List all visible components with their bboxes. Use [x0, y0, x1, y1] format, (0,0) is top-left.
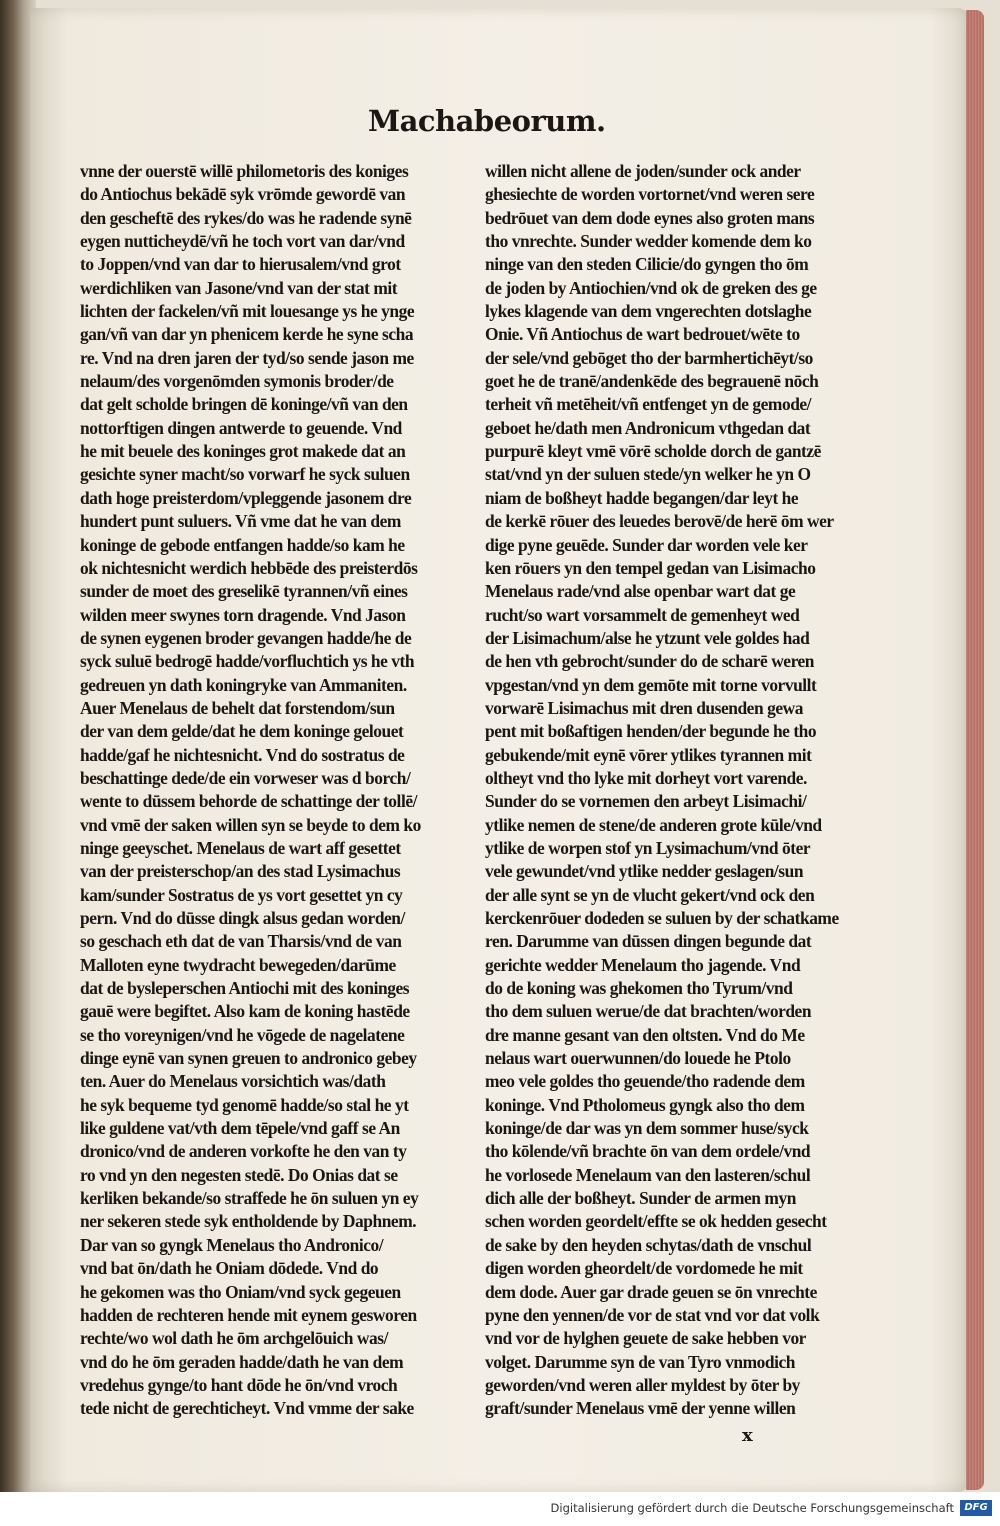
text-line: vnd vmē der saken willen syn se beyde to dem ko: [80, 814, 421, 835]
text-line: schen worden geordelt/effte se ok hedden gesecht: [485, 1211, 827, 1232]
text-line: ten. Auer do Menelaus vorsichtich was/dath: [80, 1071, 386, 1092]
text-line: syck suluē bedrogē hadde/vorfluchtich ys he vth: [80, 651, 415, 672]
text-line: geboet he/dath men Andronicum vthgedan dat: [485, 417, 811, 438]
text-line: niam de boßheyt hadde begangen/dar leyt he: [485, 487, 799, 508]
text-line: ytlike nemen de stene/de anderen grote kūle/vnd: [485, 814, 822, 835]
text-line: de joden by Antiochien/vnd ok de greken des ge: [485, 277, 817, 298]
text-line: gedreuen yn dath koningryke van Ammaniten.: [80, 674, 407, 695]
text-line: vredehus gynge/to hant dōde he ōn/vnd vroch: [80, 1374, 398, 1395]
text-line: de sake by den heyden schytas/dath de vnschul: [485, 1234, 812, 1255]
text-line: dich alle der boßheyt. Sunder de armen myn: [485, 1188, 796, 1209]
text-line: Onie. Vñ Antiochus de wart bedrouet/wēte to: [485, 324, 800, 345]
text-line: vnd do he ōm geraden hadde/dath he van dem: [80, 1351, 404, 1372]
text-line: den gescheftē des rykes/do was he radende synē: [80, 207, 412, 228]
text-line: koninge/de dar was yn dem sommer huse/syck: [485, 1118, 809, 1139]
signature-mark: x: [742, 1424, 753, 1446]
text-line: vnne der ouerstē willē philometoris des koniges: [80, 161, 409, 181]
text-line: vele gewundet/vnd ytlike nedder geslagen/sun: [485, 861, 804, 882]
text-line: hadde/gaf he nichtesnicht. Vnd do sostratus de: [80, 744, 405, 765]
text-line: to Joppen/vnd van dar to hierusalem/vnd grot: [80, 254, 401, 275]
text-line: willen nicht allene de joden/sunder ock ander: [485, 161, 801, 181]
left-text-column: [80, 160, 475, 1421]
text-line: hundert punt suluers. Vñ vme dat he van dem: [80, 511, 401, 532]
text-line: oltheyt vnd tho lyke mit dorheyt vort varende.: [485, 767, 807, 788]
text-line: lykes klagende van dem vngerechten dotslaghe: [485, 301, 812, 322]
text-line: ner sekeren stede syk entholdende by Daphnem.: [80, 1211, 417, 1232]
text-line: meo vele goldes tho geuende/tho radende dem: [485, 1071, 805, 1092]
text-line: dem dode. Auer gar drade geuen se ōn vnrechte: [485, 1281, 817, 1302]
text-line: rechte/wo wol dath he ōm archgelōuich was/: [80, 1328, 388, 1349]
text-line: dat gelt scholde bringen dē koninge/vñ van den: [80, 394, 408, 415]
text-line: van der preisterschop/an des stad Lysimachus: [80, 861, 401, 882]
text-line: dath hoge preisterdom/vpleggende jasonem dre: [80, 487, 412, 508]
text-line: hadden de rechteren hende mit eynem gesworen: [80, 1304, 417, 1325]
text-line: de kerkē rōuer des leuedes berovē/de herē ōm wer: [485, 511, 834, 532]
text-line: ren. Darumme van dūssen dingen begunde dat: [485, 931, 812, 952]
text-line: vpgestan/vnd yn dem gemōte mit torne vorvullt: [485, 674, 817, 695]
text-line: gerichte wedder Menelaum tho jagende. Vnd: [485, 954, 801, 975]
text-line: volget. Darumme syn de van Tyro vnmodich: [485, 1351, 796, 1372]
text-line: do de koning was ghekomen tho Tyrum/vnd: [485, 978, 793, 999]
text-line: koninge. Vnd Ptholomeus gyngk also tho dem: [485, 1094, 805, 1115]
text-line: dat de bysleperschen Antiochi mit des koninges: [80, 978, 410, 999]
text-line: eygen nutticheydē/vñ he toch vort van dar/vnd: [80, 231, 405, 252]
text-line: do Antiochus bekādē syk vrōmde gewordē van: [80, 184, 406, 205]
text-line: ok nichtesnicht werdich hebbēde des preisterdōs: [80, 557, 418, 578]
text-line: ninge geeyschet. Menelaus de wart aff gesettet: [80, 837, 401, 858]
text-line: vnd bat ōn/dath he Oniam dōdede. Vnd do: [80, 1258, 379, 1279]
right-text-column: [485, 160, 861, 1421]
text-line: kerckenrōuer dodeden se suluen by der schatkame: [485, 908, 839, 928]
text-line: he mit beuele des koninges grot makede dat an: [80, 441, 406, 462]
text-line: se tho voreynigen/vnd he vōgede de nagelatene: [80, 1024, 405, 1045]
text-line: he gekomen was tho Oniam/vnd syck gegeuen: [80, 1281, 401, 1302]
text-line: beschattinge dede/de ein vorweser was d borch/: [80, 767, 411, 788]
text-line: Dar van so gyngk Menelaus tho Andronico/: [80, 1234, 384, 1255]
text-line: tho dem suluen werue/de dat brachten/worden: [485, 1001, 812, 1022]
text-line: ninge van den steden Cilicie/do gyngen tho ōm: [485, 254, 809, 275]
text-line: purpurē kleyt vmē vōrē scholde dorch de gantzē: [485, 441, 821, 462]
text-line: he syk bequeme tyd genomē hadde/so stal he yt: [80, 1094, 409, 1115]
text-line: gebukende/mit eynē vōrer ytlikes tyrannen mit: [485, 744, 812, 765]
text-line: dronico/vnd de anderen vorkofte he den van ty: [80, 1141, 407, 1162]
text-line: gauē were begiftet. Also kam de koning hastēde: [80, 1001, 410, 1022]
text-line: pern. Vnd do dūsse dingk alsus gedan worden/: [80, 908, 405, 928]
text-line: digen worden gheordelt/de vordomede he mit: [485, 1258, 803, 1279]
text-line: goet he de tranē/andenkēde des begrauenē nōch: [485, 371, 819, 392]
text-line: like guldene vat/vth dem tēpele/vnd gaff se An: [80, 1118, 400, 1139]
text-line: ytlike de worpen stof yn Lysimachum/vnd ōter: [485, 837, 811, 858]
text-line: re. Vnd na dren jaren der tyd/so sende jason me: [80, 347, 414, 368]
text-line: terheit vñ metēheit/vñ entfenget yn de gemode/: [485, 394, 812, 415]
text-line: kerliken bekande/so straffede he ōn suluen yn ey: [80, 1188, 419, 1209]
text-line: der alle synt se yn de vlucht gekert/vnd ock den: [485, 884, 815, 905]
text-line: so geschach eth dat de van Tharsis/vnd de van: [80, 931, 402, 952]
text-line: stat/vnd yn der suluen stede/yn welker he yn O: [485, 464, 811, 485]
text-line: pyne den yennen/de vor de stat vnd vor dat volk: [485, 1304, 820, 1325]
text-line: ken rōuers yn den tempel gedan van Lisimacho: [485, 557, 816, 578]
text-line: lichten der fackelen/vñ mit louesange ys he ynge: [80, 301, 415, 322]
text-line: dige pyne geuēde. Sunder dar worden vele ker: [485, 534, 808, 555]
text-line: wilden meer swynes torn dragende. Vnd Jason: [80, 604, 406, 625]
text-line: gan/vñ van dar yn phenicem kerde he syne scha: [80, 324, 414, 345]
text-line: tede nicht de gerechticheyt. Vnd vmme der sake: [80, 1398, 414, 1419]
text-line: nelaus wart ouerwunnen/do louede he Ptolo: [485, 1048, 791, 1069]
text-line: geworden/vnd weren aller myldest by ōter by: [485, 1374, 800, 1395]
page-fore-edge: [966, 10, 984, 1490]
text-line: gesichte syner macht/so vorwarf he syck suluen: [80, 464, 410, 485]
text-line: der sele/vnd gebōget tho der barmhertichēyt/so: [485, 347, 813, 368]
text-line: Auer Menelaus de behelt dat forstendom/sun: [80, 697, 395, 718]
text-line: der Lisimachum/alse he ytzunt vele goldes had: [485, 627, 810, 648]
text-line: tho kōlende/vñ brachte ōn van dem ordele/vnd: [485, 1141, 811, 1162]
text-line: nottorftigen dingen antwerde to geuende. Vnd: [80, 417, 402, 438]
text-line: de hen vth gebrocht/sunder do de scharē weren: [485, 651, 815, 672]
text-line: Malloten eyne twydracht bewegeden/darūme: [80, 954, 396, 975]
text-line: de synen eygenen broder gevangen hadde/he de: [80, 627, 412, 648]
dfg-logo-icon: DFG: [960, 1500, 992, 1516]
text-line: koninge de gebode entfangen hadde/so kam he: [80, 534, 405, 555]
text-line: dinge eynē van synen greuen to andronico gebey: [80, 1048, 417, 1069]
text-line: ro vnd yn den negesten stedē. Do Onias dat se: [80, 1164, 398, 1185]
footer-bar: [0, 1492, 1000, 1526]
text-line: vnd vor de hylghen geuete de sake hebben vor: [485, 1328, 806, 1349]
text-line: kam/sunder Sostratus de ys vort gesettet yn cy: [80, 884, 403, 905]
text-line: nelaum/des vorgenōmden symonis broder/de: [80, 371, 394, 392]
text-line: wente to dūssem behorde de schattinge der tollē/: [80, 791, 417, 812]
funding-credit: Digitalisierung gefördert durch die Deutsche Forschungsgemeinschaft: [550, 1501, 954, 1515]
text-line: dre manne gesant van den oltsten. Vnd do Me: [485, 1024, 805, 1045]
text-line: Menelaus rade/vnd alse openbar wart dat ge: [485, 581, 796, 602]
text-line: bedrōuet van dem dode eynes also groten mans: [485, 207, 815, 228]
text-line: he vorlosede Menelaum van den lasteren/schul: [485, 1164, 811, 1185]
text-line: tho vnrechte. Sunder wedder komende dem ko: [485, 231, 812, 252]
text-line: rucht/so wart vorsammelt de gemenheyt wed: [485, 604, 800, 625]
text-line: ghesiechte de worden vortornet/vnd weren sere: [485, 184, 815, 205]
text-line: Sunder do se vornemen den arbeyt Lisimachi/: [485, 791, 807, 812]
text-line: der van dem gelde/dat he dem koninge gelouet: [80, 721, 404, 742]
page-title: Machabeorum.: [368, 104, 606, 138]
text-line: pent mit boßaftigen henden/der begunde he tho: [485, 721, 817, 742]
text-line: vorwarē Lisimachus mit dren dusenden gewa: [485, 697, 803, 718]
text-line: sunder de moet des greselikē tyrannen/vñ eines: [80, 581, 408, 602]
text-line: graft/sunder Menelaus vmē der yenne willen: [485, 1398, 796, 1419]
text-line: werdichliken van Jasone/vnd van der stat mit: [80, 277, 398, 298]
